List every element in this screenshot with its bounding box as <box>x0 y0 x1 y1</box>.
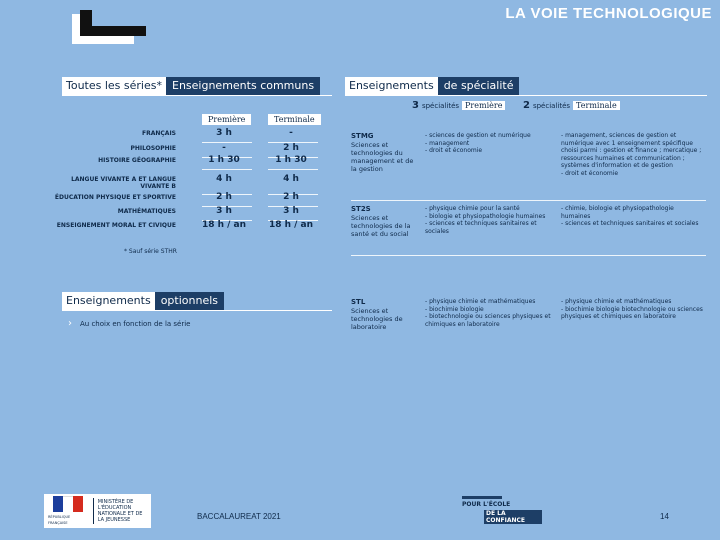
specialite-header-dark: de spécialité <box>438 77 520 95</box>
optionnels-item <box>68 318 190 329</box>
terminale-hours: 18 h / an <box>268 220 314 230</box>
terminale-hours: 4 h <box>283 174 299 184</box>
specialites-word: spécialités <box>532 101 571 110</box>
series-code: ST2S <box>351 205 371 213</box>
ecole-line2: DE LA CONFIANCE <box>484 510 542 524</box>
premiere-hours: - <box>222 143 226 153</box>
subject-label: FRANÇAIS <box>142 130 176 137</box>
row-divider <box>202 169 252 170</box>
optionnels-header-light: Enseignements <box>62 292 155 310</box>
series-description: Sciences et technologies de la santé et du social <box>351 214 411 238</box>
row-divider <box>351 255 706 256</box>
specialites-word: spécialités <box>421 101 460 110</box>
col-terminale: Terminale <box>268 114 321 125</box>
specialite-section <box>345 77 707 96</box>
series-description: Sciences et technologies du management et de la gestion <box>351 141 414 173</box>
optionnels-section <box>62 292 332 311</box>
ecole-bar <box>462 496 502 499</box>
premiere-count: 3 <box>412 100 419 111</box>
premiere-hours: 2 h <box>216 192 232 202</box>
series-code: STL <box>351 298 366 306</box>
ecole-line1: POUR L'ÉCOLE <box>462 501 511 508</box>
divider <box>62 95 332 96</box>
premiere-specialites: - sciences de gestion et numérique - management - droit et économie <box>425 132 531 154</box>
row-divider <box>351 200 706 201</box>
divider <box>93 498 94 524</box>
specialite-header-light: Enseignements <box>345 77 438 95</box>
series-code: STMG <box>351 132 374 140</box>
terminale-hours: 2 h <box>283 143 299 153</box>
optionnels-item-text: Au choix en fonction de la série <box>80 319 191 328</box>
subject-label: MATHÉMATIQUES <box>117 208 176 215</box>
terminale-specialites: - physique chimie et mathématiques - biochimie biologie biotechnologie ou sciences physiques et chimiques en laboratoire <box>561 298 703 320</box>
common-header <box>62 77 332 95</box>
terminale-hours: 2 h <box>283 192 299 202</box>
chevron-right-icon: › <box>68 318 72 329</box>
ministry-logo <box>44 494 151 528</box>
premiere-specialites: - physique chimie et mathématiques - biochimie biologie - biotechnologie ou sciences physiques et chimiques en laboratoire <box>425 298 551 328</box>
optionnels-header <box>62 292 332 310</box>
row-divider <box>268 169 318 170</box>
republique-text: RÉPUBLIQUE FRANÇAISE <box>48 515 71 525</box>
premiere-hours: 4 h <box>216 174 232 184</box>
optionnels-header-dark: optionnels <box>155 292 224 310</box>
premiere-hours: 3 h <box>216 128 232 138</box>
series-description: Sciences et technologies de laboratoire <box>351 307 403 331</box>
premiere-hours: 1 h 30 <box>208 155 240 165</box>
flag-icon <box>53 496 83 512</box>
marianne-logo <box>48 496 89 526</box>
premiere-hours: 3 h <box>216 206 232 216</box>
divider <box>345 95 707 96</box>
terminale-hours: 3 h <box>283 206 299 216</box>
specialite-header <box>345 77 707 95</box>
terminale-specialites: - chimie, biologie et physiopathologie humaines - sciences et techniques sanitaires et sociales <box>561 205 699 227</box>
corner-mark <box>80 26 146 36</box>
page-title: LA VOIE TECHNOLOGIQUE <box>505 5 712 22</box>
terminale-specialites: - management, sciences de gestion et numérique avec 1 enseignement spécifique choisi parmi : gestion et finance ; mercatique ; ressources humaines et communication ; systèmes d'information et de gestion - droit et économie <box>561 132 702 177</box>
corner-mark-shadow <box>72 36 134 44</box>
common-header-dark: Enseignements communs <box>166 77 320 95</box>
divider <box>62 310 332 311</box>
spec-premiere-count <box>412 100 505 111</box>
common-header-light: Toutes les séries* <box>62 77 166 95</box>
bac-label: BACCALAUREAT 2021 <box>197 512 281 521</box>
subject-label: HISTOIRE GÉOGRAPHIE <box>98 157 176 164</box>
page-number: 14 <box>660 512 669 521</box>
subject-label: LANGUE VIVANTE A ET LANGUE VIVANTE B <box>71 176 176 190</box>
premiere-label: Première <box>462 101 505 110</box>
subject-label: PHILOSOPHIE <box>130 145 176 152</box>
col-premiere: Première <box>202 114 251 125</box>
premiere-specialites: - physique chimie pour la santé - biologie et physiopathologie humaines - sciences et techniques sanitaires et sociales <box>425 205 546 235</box>
subject-label: ÉDUCATION PHYSIQUE ET SPORTIVE <box>54 194 176 201</box>
terminale-count: 2 <box>523 100 530 111</box>
terminale-hours: - <box>289 128 293 138</box>
spec-terminale-count <box>523 100 620 111</box>
terminale-label: Terminale <box>573 101 620 110</box>
premiere-hours: 18 h / an <box>201 220 247 230</box>
common-section <box>62 77 332 96</box>
subject-label: ENSEIGNEMENT MORAL ET CIVIQUE <box>56 222 176 229</box>
ministry-text: MINISTÈRE DE L'ÉDUCATION NATIONALE ET DE LA JEUNESSE <box>97 499 143 523</box>
terminale-hours: 1 h 30 <box>275 155 307 165</box>
common-footnote: * Sauf série STHR <box>124 248 177 255</box>
